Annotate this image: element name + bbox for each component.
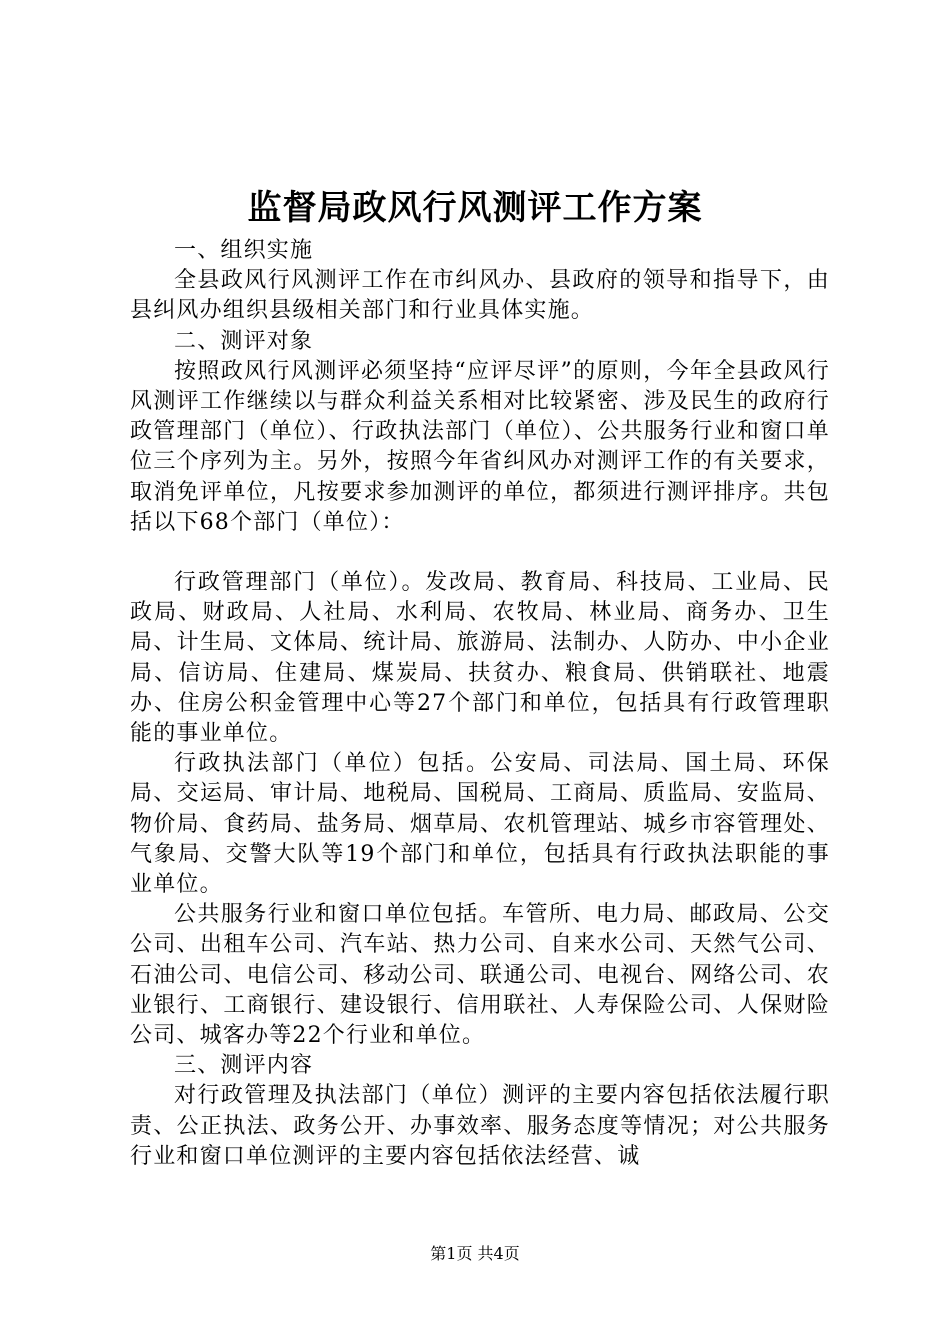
section-heading-content: 三、测评内容 [174,1053,314,1079]
section-heading-organization: 一、组织实施 [174,238,314,263]
page-title: 监督局政风行风测评工作方案 [247,188,703,228]
section-heading-targets: 二、测评对象 [174,328,314,354]
paragraph-evaluation-content: 对行政管理及执法部门（单位）测评的主要内容包括依法履行职责、公正执法、政务公开、办事效率、服务态度等情况；对公共服务行业和窗口单位测评的主要内容包括依法经营、诚 [130,1083,830,1169]
paragraph-admin-departments: 行政管理部门（单位）。发改局、教育局、科技局、工业局、民政局、财政局、人社局、水利局、农牧局、林业局、商务办、卫生局、计生局、文体局、统计局、旅游局、法制办、人防办、中小企业局、信访局、住建局、煤炭局、扶贫办、粮食局、供销联社、地震办、住房公积金管理中心等27个部门和单位，包括具有行政管理职能的事业单位。 [130,570,830,747]
paragraph-public-services: 公共服务行业和窗口单位包括。车管所、电力局、邮政局、公交公司、出租车公司、汽车站、热力公司、自来水公司、天然气公司、石油公司、电信公司、移动公司、联通公司、电视台、网络公司、农业银行、工商银行、建设银行、信用联社、人寿保险公司、人保财险公司、城客办等22个行业和单位。 [130,902,830,1049]
paragraph-organization: 全县政风行风测评工作在市纠风办、县政府的领导和指导下，由县纠风办组织县级相关部门和行业具体实施。 [130,268,830,324]
page-number-footer: 第1页 共4页 [430,1244,520,1263]
document-body [130,236,830,1172]
paragraph-enforcement-departments: 行政执法部门（单位）包括。公安局、司法局、国土局、环保局、交运局、审计局、地税局、国税局、工商局、质监局、安监局、物价局、食药局、盐务局、烟草局、农机管理站、城乡市容管理处、气象局、交警大队等19个部门和单位，包括具有行政执法职能的事业单位。 [130,751,830,898]
paragraph-targets-intro: 按照政风行风测评必须坚持“应评尽评”的原则，今年全县政风行风测评工作继续以与群众利益关系相对比较紧密、涉及民生的政府行政管理部门（单位）、行政执法部门（单位）、公共服务行业和窗口单位三个序列为主。另外，按照今年省纠风办对测评工作的有关要求，取消免评单位，凡按要求参加测评的单位，都须进行测评排序。共包括以下68个部门（单位）： [130,358,830,535]
